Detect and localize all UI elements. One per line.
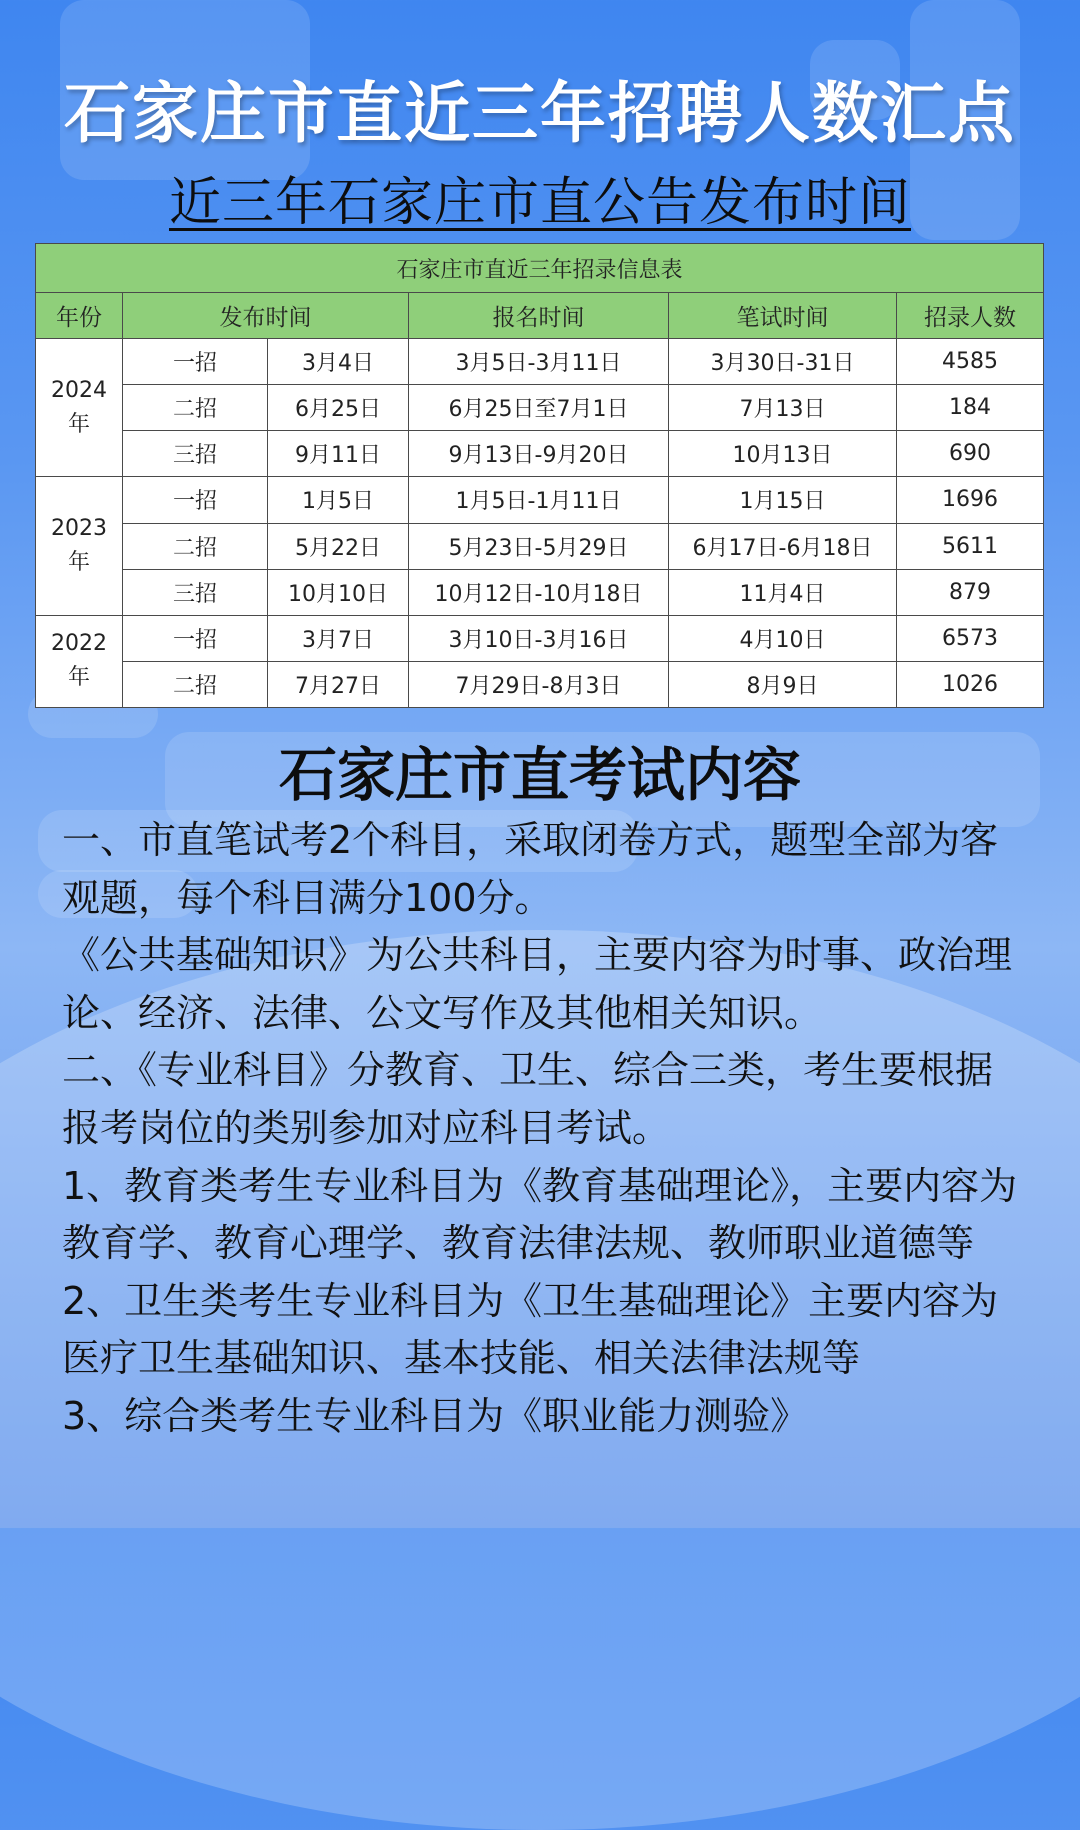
exam-cell: 3月30日-31日	[669, 339, 897, 385]
header-count: 招录人数	[897, 293, 1044, 339]
round-cell: 一招	[123, 615, 268, 661]
header-exam: 笔试时间	[669, 293, 897, 339]
count-cell: 4585	[897, 339, 1044, 385]
release-cell: 1月5日	[268, 477, 409, 523]
release-cell: 3月4日	[268, 339, 409, 385]
table-row	[36, 615, 1044, 661]
count-cell: 1026	[897, 661, 1044, 707]
table-row	[36, 385, 1044, 431]
content-paragraph: 《公共基础知识》为公共科目，主要内容为时事、政治理论、经济、法律、公文写作及其他相关知识。	[62, 933, 1013, 1035]
year-label: 2024	[51, 377, 107, 403]
content-paragraph: 一、市直笔试考2个科目，采取闭卷方式，题型全部为客观题，每个科目满分100分。	[62, 818, 999, 920]
round-cell: 二招	[123, 523, 268, 569]
content-paragraph: 1、教育类考生专业科目为《教育基础理论》，主要内容为教育学、教育心理学、教育法律法规、教师职业道德等	[62, 1163, 1018, 1266]
page-title: 石家庄市直近三年招聘人数汇点	[64, 74, 1016, 152]
registration-cell: 3月10日-3月16日	[409, 615, 669, 661]
content-paragraph: 二、《专业科目》分教育、卫生、综合三类，考生要根据报考岗位的类别参加对应科目考试。	[62, 1048, 994, 1150]
table-row	[36, 569, 1044, 615]
section-title: 石家庄市直考试内容	[278, 741, 801, 809]
table-row	[36, 661, 1044, 707]
registration-cell: 6月25日至7月1日	[409, 385, 669, 431]
registration-cell: 9月13日-9月20日	[409, 431, 669, 477]
exam-cell: 11月4日	[669, 569, 897, 615]
exam-cell: 7月13日	[669, 385, 897, 431]
count-cell: 1696	[897, 477, 1044, 523]
year-unit: 年	[67, 411, 90, 437]
year-cell	[36, 477, 123, 615]
header-release: 发布时间	[123, 293, 409, 339]
table-row	[36, 523, 1044, 569]
exam-cell: 8月9日	[669, 661, 897, 707]
table-caption: 石家庄市直近三年招录信息表	[36, 244, 1044, 293]
exam-content	[62, 812, 1022, 1446]
table-row	[36, 477, 1044, 523]
exam-cell: 1月15日	[669, 477, 897, 523]
count-cell: 879	[897, 569, 1044, 615]
count-cell: 5611	[897, 523, 1044, 569]
round-cell: 一招	[123, 477, 268, 523]
round-cell: 三招	[123, 431, 268, 477]
release-cell: 3月7日	[268, 615, 409, 661]
round-cell: 二招	[123, 661, 268, 707]
content-paragraph: 3、综合类考生专业科目为《职业能力测验》	[62, 1393, 809, 1438]
release-cell: 5月22日	[268, 523, 409, 569]
year-cell	[36, 615, 123, 707]
registration-cell: 10月12日-10月18日	[409, 569, 669, 615]
year-label: 2022	[51, 631, 107, 657]
exam-cell: 10月13日	[669, 431, 897, 477]
round-cell: 二招	[123, 385, 268, 431]
exam-cell: 6月17日-6月18日	[669, 523, 897, 569]
year-cell	[36, 339, 123, 477]
year-unit: 年	[67, 550, 90, 576]
release-cell: 7月27日	[268, 661, 409, 707]
registration-cell: 5月23日-5月29日	[409, 523, 669, 569]
release-cell: 9月11日	[268, 431, 409, 477]
page-subtitle	[0, 160, 1080, 235]
header-year: 年份	[36, 293, 123, 339]
exam-cell: 4月10日	[669, 615, 897, 661]
release-cell: 6月25日	[268, 385, 409, 431]
recruitment-table	[35, 243, 1044, 708]
count-cell: 184	[897, 385, 1044, 431]
registration-cell: 3月5日-3月11日	[409, 339, 669, 385]
table-row	[36, 431, 1044, 477]
subtitle-text: 近三年石家庄市直公告发布时间	[168, 173, 911, 233]
year-label: 2023	[51, 516, 107, 542]
header-registration: 报名时间	[409, 293, 669, 339]
round-cell: 一招	[123, 339, 268, 385]
count-cell: 6573	[897, 615, 1044, 661]
content-paragraph: 2、卫生类考生专业科目为《卫生基础理论》主要内容为医疗卫生基础知识、基本技能、相关法律法规等	[62, 1278, 999, 1381]
table-row	[36, 339, 1044, 385]
registration-cell: 7月29日-8月3日	[409, 661, 669, 707]
year-unit: 年	[67, 665, 90, 691]
round-cell: 三招	[123, 569, 268, 615]
count-cell: 690	[897, 431, 1044, 477]
registration-cell: 1月5日-1月11日	[409, 477, 669, 523]
release-cell: 10月10日	[268, 569, 409, 615]
